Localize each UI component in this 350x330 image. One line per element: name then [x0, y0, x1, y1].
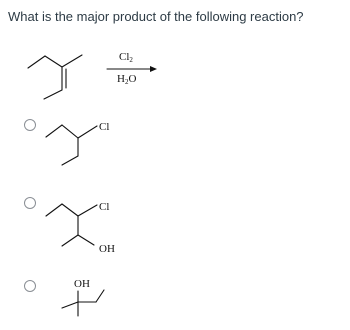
option-3-radio[interactable]: [24, 280, 36, 292]
question-text: What is the major product of the following reaction?: [8, 9, 304, 24]
option-1-radio[interactable]: [24, 119, 36, 131]
reagent-water: H2O: [117, 73, 137, 86]
answer-option-2[interactable]: [20, 190, 120, 260]
option-2-radio[interactable]: [24, 197, 36, 209]
answer-option-1[interactable]: [20, 112, 120, 172]
reaction-arrow: [107, 66, 157, 72]
reagent-chlorine: Cl2: [119, 51, 133, 64]
answer-option-3[interactable]: [20, 272, 120, 324]
starting-material-structure: [28, 55, 82, 99]
option-2-oh-label: OH: [99, 243, 115, 255]
option-3-oh-label: OH: [74, 278, 90, 290]
option-2-cl-label: Cl: [99, 201, 110, 213]
option-1-cl-label: Cl: [99, 121, 110, 133]
